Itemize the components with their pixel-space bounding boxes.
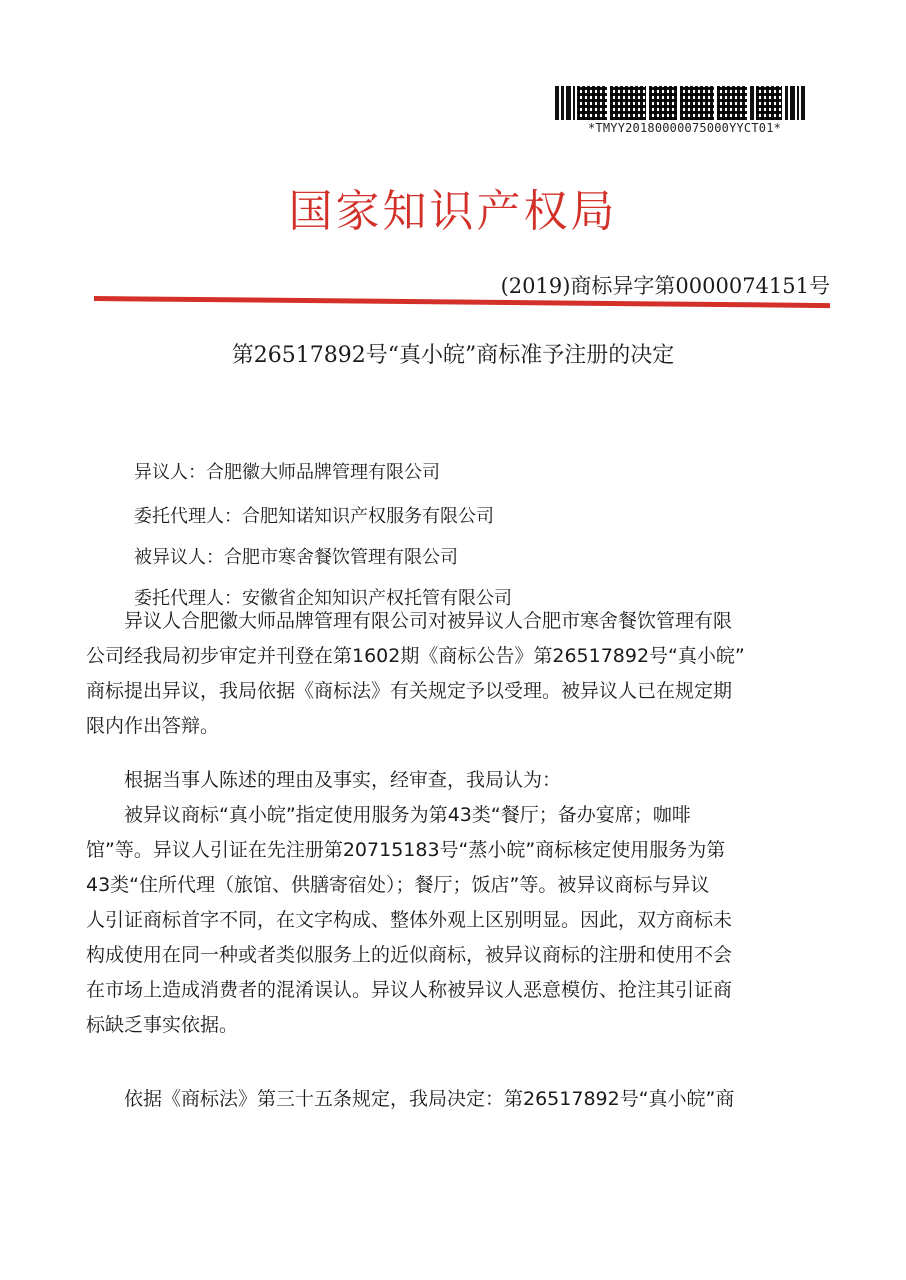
party-opponent-agent [134, 502, 494, 528]
barcode-image [555, 86, 810, 120]
paragraph-line: 依据《商标法》第三十五条规定，我局决定：第26517892号“真小皖”商 [124, 1088, 735, 1110]
document-number: (2019)商标异字第0000074151号 [500, 274, 830, 298]
barcode-code-text: *TMYY20180000075000YYCT01* [588, 121, 782, 135]
party-value: 合肥知诺知识产权服务有限公司 [242, 506, 494, 527]
paragraph-line: 限内作出答辩。 [86, 715, 220, 737]
paragraph-line: 公司经我局初步审定并刊登在第1602期《商标公告》第26517892号“真小皖” [86, 645, 745, 667]
paragraph-analysis [86, 798, 816, 1043]
party-value: 安徽省企知知识产权托管有限公司 [242, 588, 512, 609]
party-label: 被异议人： [134, 547, 224, 568]
paragraph-line: 被异议商标“真小皖”指定使用服务为第43类“餐厅；备办宴席；咖啡 [124, 804, 691, 826]
paragraph-opposition-filing [86, 604, 816, 744]
paragraph-line: 商标提出异议，我局依据《商标法》有关规定予以受理。被异议人已在规定期 [86, 680, 733, 702]
party-value: 合肥市寒舍餐饮管理有限公司 [224, 547, 458, 568]
party-label: 委托代理人： [134, 588, 242, 609]
party-label: 委托代理人： [134, 506, 242, 527]
paragraph-line: 43类“住所代理（旅馆、供膳寄宿处）；餐厅；饭店”等。被异议商标与异议 [86, 874, 710, 896]
party-label: 异议人： [134, 462, 206, 483]
paragraph-line: 根据当事人陈述的理由及事实，经审查，我局认为： [124, 769, 562, 791]
paragraph-line: 在市场上造成消费者的混淆误认。异议人称被异议人恶意模仿、抢注其引证商 [86, 979, 733, 1001]
party-respondent [134, 543, 458, 569]
paragraph-review-intro [86, 763, 816, 798]
paragraph-line: 标缺乏事实依据。 [86, 1014, 239, 1036]
paragraph-line: 馆”等。异议人引证在先注册第20715183号“蒸小皖”商标核定使用服务为第 [86, 839, 726, 861]
issuing-authority-title: 国家知识产权局 [288, 186, 618, 237]
paragraph-line: 构成使用在同一种或者类似服务上的近似商标，被异议商标的注册和使用不会 [86, 944, 733, 966]
decision-subject: 第26517892号“真小皖”商标准予注册的决定 [231, 343, 675, 368]
paragraph-decision [86, 1082, 816, 1117]
paragraph-line: 人引证商标首字不同，在文字构成、整体外观上区别明显。因此，双方商标未 [86, 909, 733, 931]
party-value: 合肥徽大师品牌管理有限公司 [206, 462, 440, 483]
paragraph-line: 异议人合肥徽大师品牌管理有限公司对被异议人合肥市寒舍餐饮管理有限 [124, 610, 733, 632]
party-opponent [134, 458, 440, 484]
